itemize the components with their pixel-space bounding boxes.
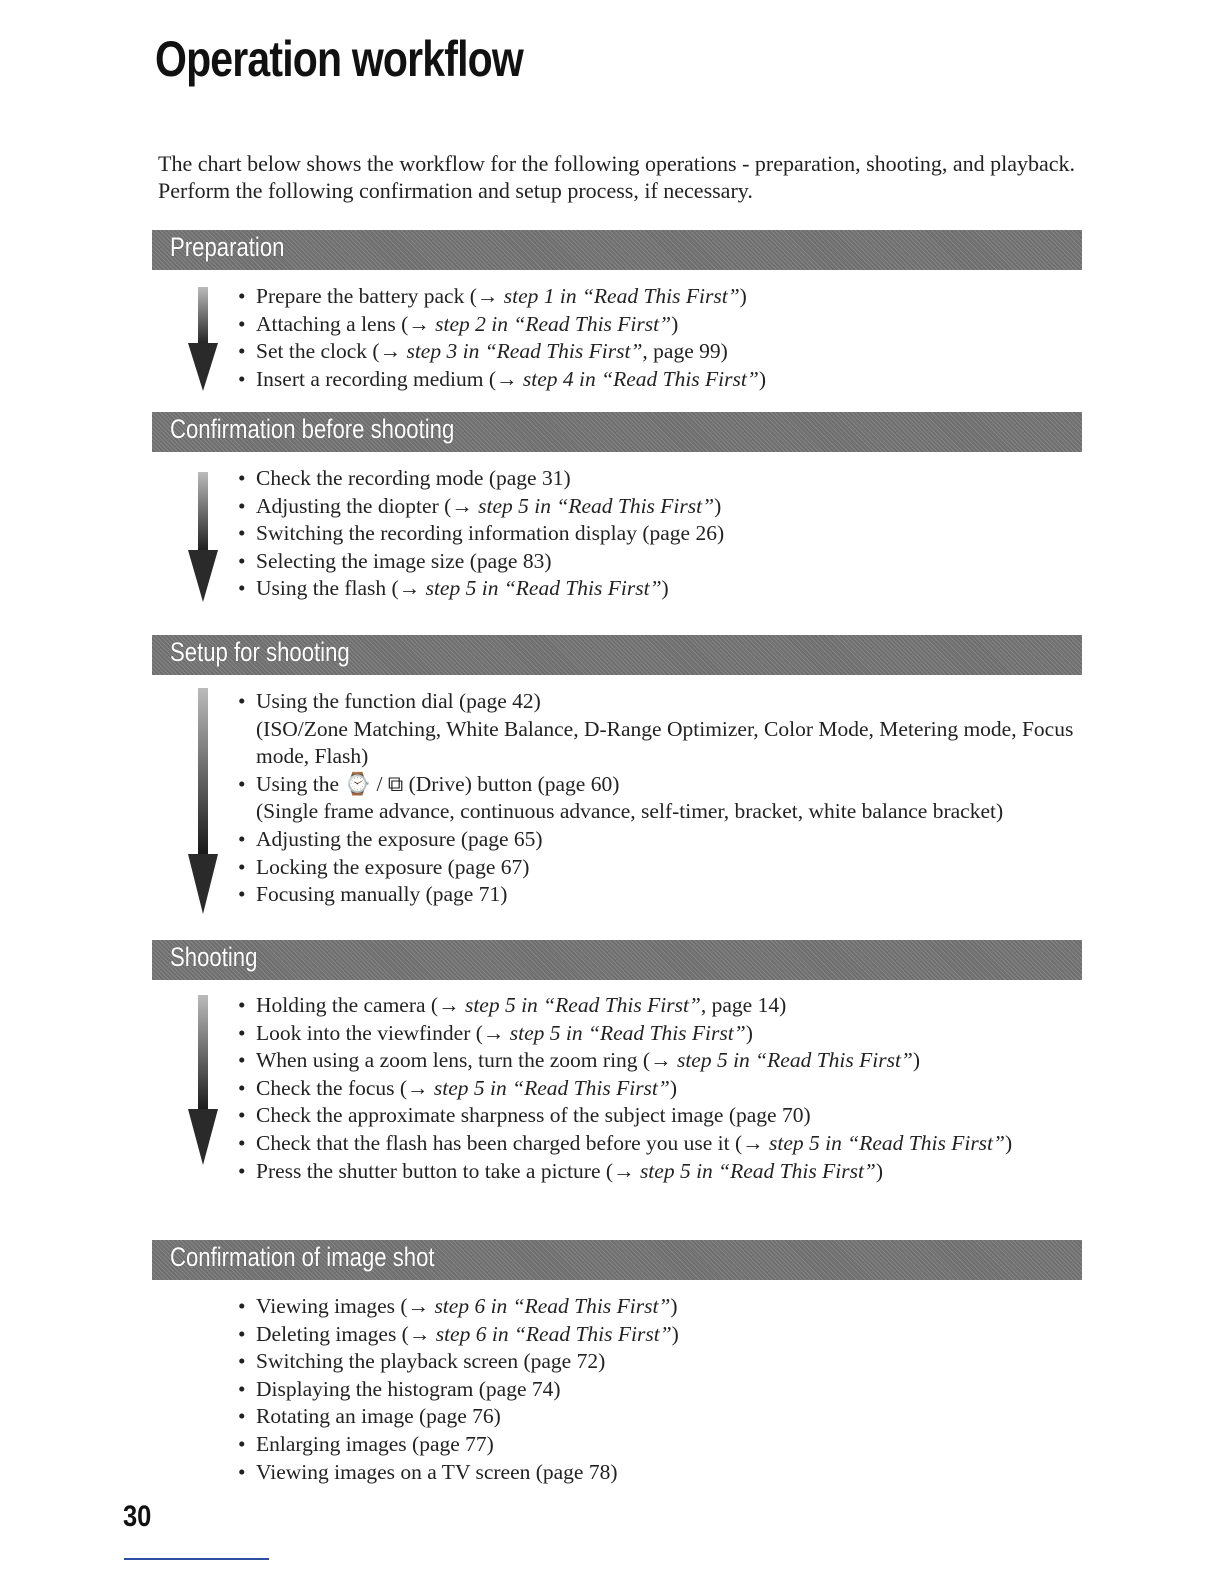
section-title: Confirmation before shooting [170,414,455,444]
list-item: • Focusing manually (page 71) [238,882,508,907]
section-header-setup-for-shooting [152,635,1082,675]
section-header-confirmation-before-shooting [152,412,1082,452]
list-item: • Using the flash (→ step 5 in “Read This First”) [238,576,669,601]
section-title: Confirmation of image shot [170,1242,435,1272]
list-item: • Deleting images (→ step 6 in “Read This First”) [238,1321,679,1346]
section-list-confirmation-of-image-shot [236,1293,679,1486]
section-header-shooting [152,940,1082,980]
list-item: • Switching the recording information display (page 26) [238,521,725,546]
list-item: • Check that the flash has been charged before you use it (→ step 5 in “Read This First”) [238,1130,1013,1155]
list-item: • Press the shutter button to take a picture (→ step 5 in “Read This First”) [238,1158,884,1183]
down-arrow-icon [186,995,220,1167]
list-item: • Switching the playback screen (page 72) [238,1349,606,1374]
section-header-confirmation-of-image-shot [152,1240,1082,1280]
list-item-detail: (ISO/Zone Matching, White Balance, D-Range Optimizer, Color Mode, Metering mode, Focus mode, Flash) [256,716,1074,769]
page-number: 30 [123,1500,152,1533]
list-item: • Check the recording mode (page 31) [238,466,571,490]
list-item: • Viewing images (→ step 6 in “Read This First”) [238,1294,678,1318]
section-title: Preparation [170,232,285,262]
list-item: • When using a zoom lens, turn the zoom ring (→ step 5 in “Read This First”) [238,1048,921,1073]
down-arrow-icon [186,287,220,393]
list-item: • Insert a recording medium (→ step 4 in “Read This First”) [238,366,766,391]
section-title: Shooting [170,942,258,972]
section-list-confirmation-before-shooting [236,465,724,603]
list-item: • Viewing images on a TV screen (page 78) [238,1459,618,1484]
list-item: • Enlarging images (page 77) [238,1431,494,1456]
section-list-setup-for-shooting [236,688,1076,909]
list-item: • Selecting the image size (page 83) [238,548,552,573]
list-item: • Rotating an image (page 76) [238,1404,501,1429]
list-item: • Attaching a lens (→ step 2 in “Read This First”) [238,311,679,336]
list-item: • Holding the camera (→ step 5 in “Read This First”, page 14) [238,993,787,1017]
list-item: • Set the clock (→ step 3 in “Read This First”, page 99) [238,339,728,364]
section-list-shooting [236,992,1046,1185]
list-item-detail: (Single frame advance, continuous advance, self-timer, bracket, white balance bracket) [256,799,1004,824]
section-header-preparation [152,230,1082,270]
list-item: • Adjusting the exposure (page 65) [238,826,543,851]
section-list-preparation [236,283,766,393]
section-title: Setup for shooting [170,637,350,667]
list-item: • Displaying the histogram (page 74) [238,1376,561,1401]
down-arrow-icon [186,472,220,604]
down-arrow-icon [186,688,220,916]
list-item: • Prepare the battery pack (→ step 1 in “Read This First”) [238,284,747,308]
list-item: • Locking the exposure (page 67) [238,854,530,879]
list-item: • Check the approximate sharpness of the subject image (page 70) [238,1103,811,1128]
list-item: • Adjusting the diopter (→ step 5 in “Read This First”) [238,493,722,518]
list-item: • Check the focus (→ step 5 in “Read This First”) [238,1075,678,1100]
list-item: • Using the ⌚ / ⧉ (Drive) button (page 60) (Single frame advance, continuous advance, self-timer, bracket, white balance bracket) [236,771,1076,826]
intro-paragraph: The chart below shows the workflow for the following operations - preparation, shooting, and playback. Perform the following confirmation and setup process, if necessary. [158,151,1076,203]
list-item: • Look into the viewfinder (→ step 5 in “Read This First”) [238,1020,753,1045]
page-footer-rule [124,1558,269,1560]
list-item: • Using the function dial (page 42) (ISO/Zone Matching, White Balance, D-Range Optimizer, Color Mode, Metering mode, Focus mode, Flash) [236,688,1076,771]
page-title: Operation workflow [155,31,523,87]
